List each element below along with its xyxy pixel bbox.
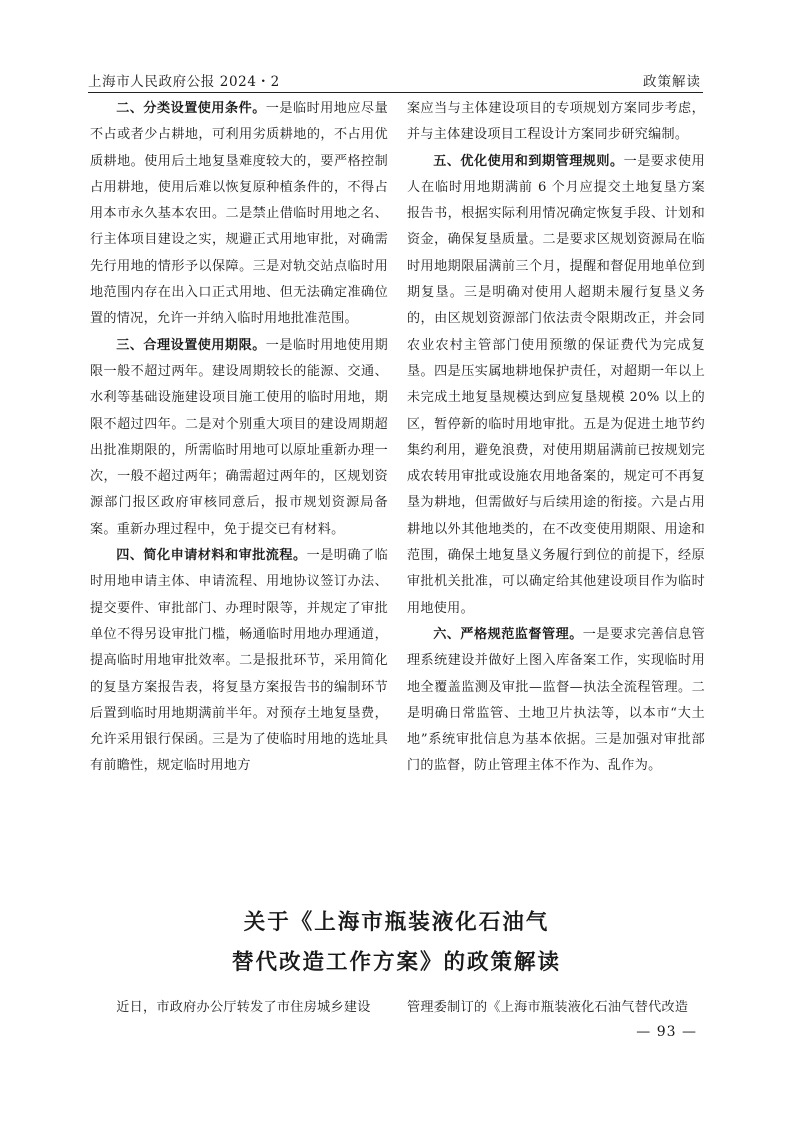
paragraph-text: 案应当与主体建设项目的专项规划方案同步考虑，并与主体建设项目工程设计方案同步研究编制。 <box>407 101 705 143</box>
paragraph-text: 一是要求使用人在临时用地期满前 6 个月应提交土地复垦方案报告书，根据实际利用情况确定恢复手段、计划和资金，确保复垦质量。二是要求区规划资源局在临时用地期限届满前三个月，提醒和督促用地单位到期复垦。三是明确对使用人超期未履行复垦义务的，由区规划资源部门依法责令限期改正，并会同农业农村主管部门使用预缴的保证费代为完成复垦。四是压实属地耕地保护责任，对超期一年以上未完成土地复垦规模达到应复垦规模 20% 以上的区，暂停新的临时用地审批。五是为促进土地节约集约利用，避免浪费，对使用期届满前已按规划完成农转用审批或设施农用地备案的，规定可不再复垦为耕地，但需做好与后续用途的衔接。六是占用耕地以外其他地类的，在不改变使用期限、用途和范围，确保土地复垦义务履行到位的前提下，经原审批机关批准，可以确定给其他建设项目作为临时用地使用。 <box>407 153 705 616</box>
paragraph-supervision <box>407 622 705 780</box>
article-title-line-2: 替代改造工作方案》的政策解读 <box>231 950 561 975</box>
paragraph-optimize-rules <box>407 149 705 622</box>
paragraph-text: 一是临时用地使用期限一般不超过两年。建设周期较长的能源、交通、水利等基础设施建设项目施工使用的临时用地，期限不超过四年。二是对个别重大项目的建设周期超出批准期限的，所需临时用地可以原址重新办理一次，一般不超过两年；确需超过两年的，区规划资源部门报区政府审核同意后，报市规划资源局备案。重新办理过程中，免于提交已有材料。 <box>90 337 388 537</box>
right-column <box>407 96 705 780</box>
section-heading: 六、严格规范监督管理。 <box>433 626 583 642</box>
section-heading: 四、简化申请材料和审批流程。 <box>116 548 307 564</box>
paragraph-simplify-approval <box>90 543 388 780</box>
paragraph-text: 一是临时用地应尽量不占或者少占耕地，可利用劣质耕地的，不占用优质耕地。使用后土地复垦难度较大的，要严格控制占用耕地，使用后难以恢复原种植条件的，不得占用本市永久基本农田。二是禁止借临时用地之名、行主体项目建设之实，规避正式用地审批，对确需先行用地的情形予以保障。三是对轨交站点临时用地范围内存在出入口正式用地、但无法确定准确位置的情况，允许一并纳入临时用地批准范围。 <box>90 101 388 327</box>
article-title-line-1: 关于《上海市瓶装液化石油气 <box>243 910 550 935</box>
left-column <box>90 96 388 780</box>
header-divider <box>88 92 703 93</box>
article-lead-left: 近日，市政府办公厅转发了市住房城乡建设 <box>116 1000 371 1015</box>
section-heading: 三、合理设置使用期限。 <box>116 337 266 353</box>
paragraph-text: 一是明确了临时用地申请主体、申请流程、用地协议签订办法、提交要件、审批部门、办理时限等，并规定了审批单位不得另设审批门槛，畅通临时用地办理通道，提高临时用地审批效率。二是报批环节，采用简化的复垦方案报告表，将复垦方案报告书的编制环节后置到临时用地期满前半年。对预存土地复垦费，允许采用银行保函。三是为了使临时用地的选址具有前瞻性，规定临时用地方 <box>90 548 388 774</box>
paragraph-text: 一是要求完善信息管理系统建设并做好上图入库备案工作，实现临时用地全覆盖监测及审批—监督—执法全流程管理。二是明确日常监管、土地卫片执法等，以本市“大土地”系统审批信息为基本依据。三是加强对审批部门的监督，防止管理主体不作为、乱作为。 <box>407 626 705 774</box>
paragraph-continued <box>407 96 705 149</box>
section-heading: 二、分类设置使用条件。 <box>116 101 266 116</box>
section-heading: 五、优化使用和到期管理规则。 <box>433 153 624 169</box>
paragraph-classified-conditions <box>90 96 388 333</box>
paragraph-usage-period <box>90 333 388 543</box>
section-label: 政策解读 <box>643 74 701 90</box>
journal-title: 上海市人民政府公报 2024・2 <box>88 74 280 90</box>
page-number: — 93 — <box>636 1024 697 1040</box>
article-lead-right: 管理委制订的《上海市瓶装液化石油气替代改造 <box>407 1000 689 1015</box>
